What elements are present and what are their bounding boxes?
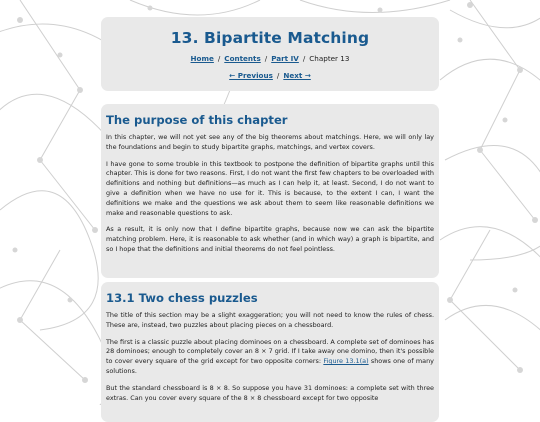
page-title: 13. Bipartite Matching <box>170 29 370 47</box>
breadcrumb-contents-link[interactable]: Contents <box>224 54 261 63</box>
breadcrumb: Home / Contents / Part IV / Chapter 13 <box>190 54 350 63</box>
paragraph: But the standard chessboard is 8 × 8. So suppose you have 31 dominoes: a complete set with three extras. Can you cover every square of the 8 × 8 chessboard except for two opposite <box>106 383 434 402</box>
breadcrumb-current: Chapter 13 <box>309 54 350 63</box>
section-chess-puzzles <box>101 282 439 422</box>
paragraph-text: The first is a classic puzzle about placing dominoes on a chessboard. A complete set of dominoes has 28 dominoes; enough to completely cover an 8 × 7 grid. If I take away one domino, then it's possible to cover every square of the grid except for two opposite corners: <box>106 337 434 366</box>
chapter-header <box>101 17 439 91</box>
section-purpose <box>101 104 439 278</box>
next-link[interactable]: Next → <box>283 71 311 80</box>
chapter-nav: ← Previous / Next → <box>229 71 311 80</box>
paragraph: In this chapter, we will not yet see any of the big theorems about matchings. Here, we will only lay the foundations and begin to study bipartite graphs, matchings, and vertex covers. <box>106 133 434 151</box>
figure-link[interactable]: Figure 13.1(a) <box>323 357 369 366</box>
paragraph-text: shows one of many solutions. <box>106 357 434 375</box>
section-heading: The purpose of this chapter <box>106 113 288 127</box>
paragraph: The title of this section may be a slight exaggeration; you will not need to know the rules of chess. These are, instead, two puzzles about placing pieces on a chessboard. <box>106 311 434 329</box>
breadcrumb-part-link[interactable]: Part IV <box>271 54 299 63</box>
paragraph <box>106 338 434 377</box>
breadcrumb-home-link[interactable]: Home <box>190 54 214 63</box>
previous-link[interactable]: ← Previous <box>229 71 273 80</box>
section-heading: 13.1 Two chess puzzles <box>106 291 258 305</box>
paragraph: As a result, it is only now that I define bipartite graphs, because now we can ask the bipartite matching problem. Here, it is reasonable to ask whether (and in which way) a graph is bipartite, and so I hope that the definitions and initial theorems do not feel pointless. <box>106 225 434 253</box>
paragraph: I have gone to some trouble in this textbook to postpone the definition of bipartite graphs until this chapter. This is done for two reasons. First, I do not want the first few chapters to be overloaded with definitions and nothing but definitions—as much as I can help it, at least. Second, I do not want to give a definition when we have no use for it. This is because, to the extent I can, I want the definitions we make and the questions we ask about them to seem like reasonable definitions we make and reasonable questions to ask. <box>106 159 434 217</box>
